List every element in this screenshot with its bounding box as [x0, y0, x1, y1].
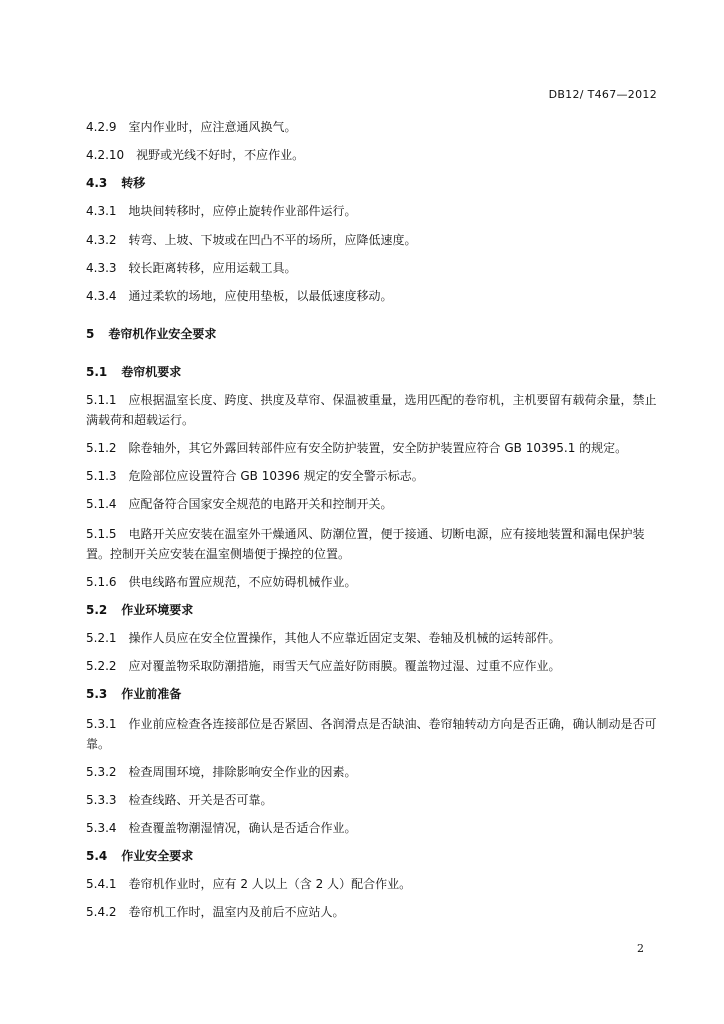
clause-text: 操作人员应在安全位置操作，其他人不应靠近固定支架、卷轴及机械的运转部件。: [128, 631, 561, 645]
clause-text: 供电线路布置应规范，不应妨碍机械作业。: [128, 575, 357, 589]
chapter-number: 5: [86, 327, 95, 341]
clause-number: 5.3.3: [86, 793, 117, 807]
clause-text: 电路开关应安装在温室外干燥通风、防潮位置，便于接通、切断电源，应有接地装置和漏电保护装置。控制开关应安装在温室侧墙便于操控的位置。: [86, 527, 645, 561]
clause-number: 5.4.1: [86, 877, 117, 891]
clause-text: 视野或光线不好时，不应作业。: [136, 148, 305, 162]
section-title: 卷帘机要求: [121, 365, 182, 379]
clause-5-4-1: [86, 874, 661, 894]
clause-number: 5.3.4: [86, 821, 117, 835]
clause-text: 卷帘机作业时，应有 2 人以上（含 2 人）配合作业。: [128, 877, 412, 891]
clause-number: 5.3.1: [86, 717, 117, 731]
clause-text: 应对覆盖物采取防潮措施，雨雪天气应盖好防雨膜。覆盖物过湿、过重不应作业。: [128, 659, 561, 673]
clause-5-2-1: [86, 628, 661, 648]
clause-text: 危险部位应设置符合 GB 10396 规定的安全警示标志。: [128, 469, 424, 483]
section-title: 转移: [121, 176, 146, 190]
clause-number: 4.2.9: [86, 120, 117, 134]
clause-text: 检查周围环境，排除影响安全作业的因素。: [128, 765, 357, 779]
clause-number: 5.2.2: [86, 659, 117, 673]
clause-5-1-5: [86, 524, 661, 564]
clause-text: 转弯、上坡、下坡或在凹凸不平的场所，应降低速度。: [128, 233, 417, 247]
clause-text: 通过柔软的场地，应使用垫板，以最低速度移动。: [128, 289, 393, 303]
clause-number: 5.4.2: [86, 905, 117, 919]
clause-4-3-4: [86, 286, 661, 306]
clause-5-1-1: [86, 390, 661, 430]
section-heading-5-4: [86, 846, 661, 866]
clause-number: 5.1.1: [86, 393, 117, 407]
clause-5-1-6: [86, 572, 661, 592]
clause-text: 室内作业时，应注意通风换气。: [128, 120, 297, 134]
clause-number: 5.1.3: [86, 469, 117, 483]
clause-4-2-10: [86, 145, 661, 165]
clause-text: 应配备符合国家安全规范的电路开关和控制开关。: [128, 497, 393, 511]
section-heading-4-3: [86, 173, 661, 193]
page-number: 2: [637, 942, 644, 955]
clause-5-1-4: [86, 494, 661, 514]
clause-4-2-9: [86, 117, 661, 137]
section-heading-5-3: [86, 684, 661, 704]
clause-number: 4.2.10: [86, 148, 125, 162]
clause-5-1-3: [86, 466, 661, 486]
clause-number: 4.3.1: [86, 204, 117, 218]
clause-5-2-2: [86, 656, 661, 676]
clause-number: 5.1.5: [86, 527, 117, 541]
clause-5-3-3: [86, 790, 661, 810]
clause-text: 卷帘机工作时，温室内及前后不应站人。: [128, 905, 345, 919]
clause-number: 4.3.2: [86, 233, 117, 247]
section-number: 5.1: [86, 365, 108, 379]
clause-text: 作业前应检查各连接部位是否紧固、各润滑点是否缺油、卷帘轴转动方向是否正确，确认制动是否可靠。: [86, 717, 657, 751]
section-heading-5-2: [86, 600, 661, 620]
chapter-title: 卷帘机作业安全要求: [108, 327, 217, 341]
clause-number: 5.3.2: [86, 765, 117, 779]
section-number: 4.3: [86, 176, 108, 190]
clause-text: 地块间转移时，应停止旋转作业部件运行。: [128, 204, 357, 218]
clause-text: 较长距离转移，应用运载工具。: [128, 261, 297, 275]
clause-5-4-2: [86, 902, 661, 922]
clause-5-3-2: [86, 762, 661, 782]
clause-4-3-3: [86, 258, 661, 278]
section-heading-5-1: [86, 362, 661, 382]
clause-text: 检查覆盖物潮湿情况，确认是否适合作业。: [128, 821, 357, 835]
section-title: 作业环境要求: [121, 603, 194, 617]
clause-4-3-1: [86, 201, 661, 221]
clause-text: 应根据温室长度、跨度、拱度及草帘、保温被重量，选用匹配的卷帘机，主机要留有载荷余量，禁止满载荷和超载运行。: [86, 393, 657, 427]
clause-number: 5.1.6: [86, 575, 117, 589]
clause-number: 5.1.2: [86, 441, 117, 455]
clause-5-3-4: [86, 818, 661, 838]
clause-number: 5.1.4: [86, 497, 117, 511]
clause-text: 除卷轴外，其它外露回转部件应有安全防护装置，安全防护装置应符合 GB 10395.1 的规定。: [128, 441, 628, 455]
clause-number: 4.3.4: [86, 289, 117, 303]
section-number: 5.2: [86, 603, 108, 617]
clause-4-3-2: [86, 230, 661, 250]
section-title: 作业安全要求: [121, 849, 194, 863]
section-title: 作业前准备: [121, 687, 182, 701]
chapter-heading-5: [86, 324, 661, 344]
clause-5-1-2: [86, 438, 661, 458]
standard-code-header: DB12/ T467—2012: [548, 88, 657, 101]
section-number: 5.4: [86, 849, 108, 863]
section-number: 5.3: [86, 687, 108, 701]
clause-text: 检查线路、开关是否可靠。: [128, 793, 273, 807]
clause-number: 5.2.1: [86, 631, 117, 645]
clause-number: 4.3.3: [86, 261, 117, 275]
clause-5-3-1: [86, 714, 661, 754]
